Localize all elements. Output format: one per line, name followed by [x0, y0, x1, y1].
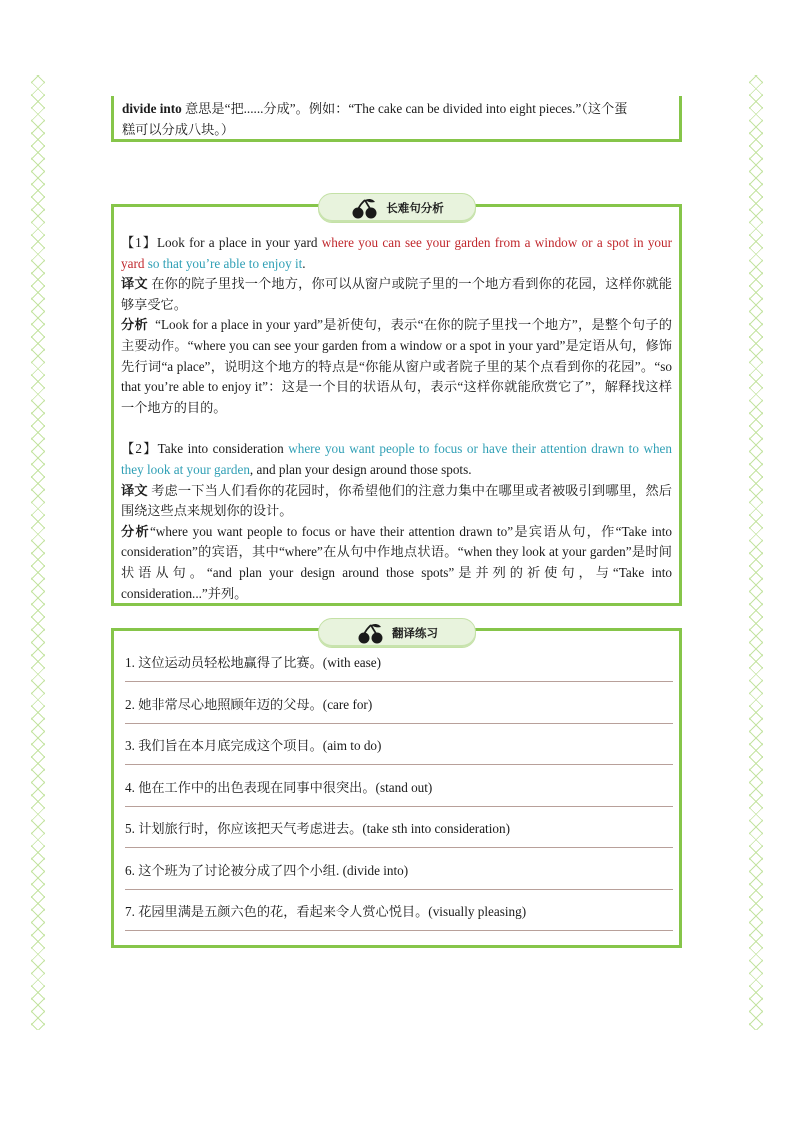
practice-item-prompt: 5. 计划旅行时，你应该把天气考虑进去。(take sth into consideration)	[125, 821, 510, 836]
top-note-line-1: divide into 意思是“把......分成”。例如：“The cake can be divided into eight pieces.”（这个蛋	[122, 101, 628, 116]
analysis-tab-title: 长难句分析	[386, 201, 444, 215]
analysis-item-1-translation: 译文 在你的院子里找一个地方，你可以从窗户或院子里的一个地方看到你的花园，这样你就能够享受它。	[121, 276, 672, 312]
cherry-icon	[350, 197, 380, 219]
practice-item-3	[122, 736, 671, 778]
practice-item-7	[122, 902, 671, 944]
sentence-analysis-panel	[111, 201, 682, 606]
practice-item-prompt: 3. 我们旨在本月底完成这个项目。(aim to do)	[125, 738, 382, 753]
practice-tab-title: 翻译练习	[392, 626, 438, 640]
practice-item-prompt: 4. 他在工作中的出色表现在同事中很突出。(stand out)	[125, 779, 433, 795]
answer-line[interactable]	[125, 681, 673, 682]
analysis-tab	[318, 193, 476, 223]
cherry-icon	[356, 622, 386, 644]
practice-item-prompt: 1. 这位运动员轻松地赢得了比赛。(with ease)	[125, 655, 382, 670]
top-note-line-2: 糕可以分成八块。）	[122, 122, 235, 137]
analysis-item-2-translation: 译文 考虑一下当人们看你的花园时，你希望他们的注意力集中在哪里或者被吸引到哪里，然后围绕这些点来规划你的设计。	[121, 482, 672, 519]
analysis-item-1-sentence: 【1】Look for a place in your yard where you can see your garden from a window or a spot in your yard so that you’re able to enjoy it.	[121, 235, 673, 271]
analysis-item-1-analysis: 分析 “Look for a place in your yard”是祈使句，表示“在你的院子里找一个地方”，是整个句子的主要动作。“where you can see your garden from a window or a spot in your yard”是定语从句，修饰先行词“a place”，说明这个地方的特点是“你能从窗户或者院子里的某个点看到你的花园”。“so that you’re able to enjoy it”：这是一个目的状语从句，表示“这样你就能欣赏它了”，解释找这样一个地方的目的。	[121, 317, 672, 415]
top-note-panel	[111, 96, 682, 142]
right-decorative-border	[749, 75, 763, 1030]
answer-line[interactable]	[125, 847, 673, 848]
top-note-term: divide into	[122, 101, 182, 116]
practice-item-prompt: 6. 这个班为了讨论被分成了四个小组. (divide into)	[125, 862, 409, 878]
practice-item-1	[122, 653, 671, 695]
practice-tab	[318, 618, 476, 648]
practice-item-prompt: 7. 花园里满是五颜六色的花，看起来令人赏心悦目。(visually pleasing)	[125, 904, 527, 919]
practice-item-5	[122, 819, 671, 861]
answer-line[interactable]	[125, 930, 673, 931]
practice-item-2	[122, 695, 671, 737]
analysis-item-2-analysis: 分析“where you want people to focus or have their attention drawn to”是宾语从句，作“Take into consideration”的宾语，其中“where”在从句中作地点状语。“when they look at your garden”是时间状语从句。“and plan your design around those spots”是并列的祈使句，与“Take into consideration...”并列。	[121, 523, 672, 601]
practice-item-4	[122, 778, 671, 820]
left-decorative-border	[31, 75, 45, 1030]
answer-line[interactable]	[125, 764, 673, 765]
analysis-item-2-sentence: 【2】Take into consideration where you want people to focus or have their attention drawn to when they look at your garden, and plan your design around those spots.	[121, 441, 673, 477]
answer-line[interactable]	[125, 806, 673, 807]
answer-line[interactable]	[125, 723, 673, 724]
answer-line[interactable]	[125, 889, 673, 890]
translation-practice-panel	[111, 628, 682, 948]
practice-item-6	[122, 861, 671, 903]
practice-item-prompt: 2. 她非常尽心地照顾年迈的父母。(care for)	[125, 696, 373, 712]
